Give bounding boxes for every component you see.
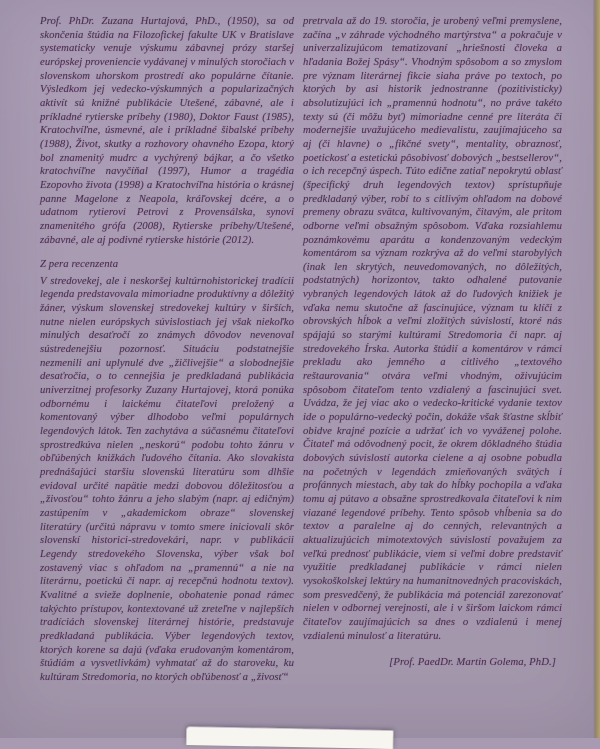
right-column [303,15,562,670]
review-text-left: V stredovekej, ale i neskoršej kultúrnohistorickej tradícii legenda predstavovala mimoriadne produktívny a dôležitý žáner, výskum slovenskej stredovekej kultúry v širších, nutne nielen európskych súvislostiach jej však niekoľko minulých desaťročí zo známych dôvodov nevenoval sústredenejšiu pozornosť. Situáciu podstatnejšie nezmenili ani uplynulé dve „žičlivejšie“ a slobodnejšie desaťročia, o to cennejšia je predkladaná publikácia univerzitnej profesorky Zuzany Hurtajovej, ktorá ponúka odbornému i laickému čitateľovi preložený a komentovaný výber dlhodobo veľmi populárnych legendových látok. Ten zachytáva a súčasnému čitateľovi sprostredkúva nielen „neskorú“ podobu tohto žánru v obľúbených knižkách ľudového čítania. Ako slovakista prednášajúci staršiu slovenskú literatúru som dlhšie evidoval určité napätie medzi dobovou dôležitosťou a „živosťou“ tohto žánru a jeho slabým (napr. aj edičným) zastúpením v „akademickom obraze“ slovenskej literatúry (určitú nápravu v tomto smere iniciovali skôr slovenskí historici-stredovekári, napr. v publikácii Legendy stredovekého Slovenska, výber však bol zostavený viac s ohľadom na „pramennú“ a nie na literárnu, poetickú či napr. aj recepčnú hodnotu textov). Kvalitné a svieže doplnenie, obohatenie ponad rámec takýchto prístupov, kontextované už zreteľne v najlepších tradíciách slovenskej literárnej histórie, predstavuje predkladaná publikácia. Výber legendových textov, ktorých korene sa dajú (vďaka erudovaným komentárom, štúdiám a vysvetlivkám) vyhmatať až do staroveku, ku kultúram Stredomoria, no ktorých obľúbenosť a „živosť“ [40,274,294,683]
left-column [40,15,294,685]
author-bio-paragraph: Prof. PhDr. Zuzana Hurtajová, PhD., (1950), sa od skončenia štúdia na Filozofickej fakulte UK v Bratislave systematicky venuje výskumu zábavnej prózy staršej európskej proveniencie vydávanej v minulých storočiach v slovenskom uhorskom prostredí ako populárne čítanie. Výsledkom jej vedecko-výskumných a popularizačných aktivít sú knižné publikácie Utešené, zábavné, ale i príkladné rytierske príbehy (1980), Doktor Faust (1985), Kratochvíľne, úsmevné, ale i príkladné šibalské príbehy (1988), Život, skutky a rozhovory ohavného Ezopa, ktorý bol znamenitý mudrc a vychýrený bájkar, a čo všetko kratochvíľne navyčíňal (1997), Humor a tragédia Ezopovho života (1998) a Kratochvíľna história o krásnej panne Magelone z Neapola, kráľovskej dcére, a o udatnom rytierovi Petrovi z Provensálska, synovi znamenitého grófa (2008), Rytierske príbehy/Utešené, zábavné, ale aj podivné rytierske histórie (2012). [40,15,294,246]
next-page-slip [186,726,394,749]
reviewer-signature: [Prof. PaedDr. Martin Golema, PhD.] [389,656,556,669]
page-edge-shadow [593,0,600,738]
review-text-right: pretrvala až do 19. storočia, je urobený veľmi premyslene, začína „v záhrade východného martýrstva“ a pokračuje v univerzalizujúcom tematizovaní „hriešnosti človeka a hľadania Božej Spásy“. Vhodným spôsobom a so zmyslom pre význam literárnej fikcie siaha práve po textoch, po ktorých by asi historik jednostranne (pozitivisticky) absolutizujúci ich „pramennú hodnotu“, no práve takéto texty sú (či môžu byť) mimoriadne cenné pre literáta či modernejšie uvažujúceho medievalistu, zaujímajúceho sa aj (či hlavne) o „fikčné svety“, mentality, obraznosť, poetickosť a estetickú pôsobivosť dobových „bestsellerov“, o ich recepčný úspech. Túto edične zatiaľ nepokrytú oblasť (špecifický druh legendových textov) sprístupňuje predkladaný výber, robí to s citlivým ohľadom na dobové premeny obrazu svätca, kultivovaným, čitavým, ale pritom odborne veľmi obsažným spôsobom. Vďaka rozsiahlemu poznámkovému aparátu a kondenzovaným vedeckým komentárom sa význam rozkrýva až do veľmi starobylých (inak len skrytých, neuvedomovaných, no dôležitých, podstatných) horizontov, takto odhalené putovanie vybraných legendových látok až do ľudových knižiek je vďaka nemu skutočne až fascinujúce, význam tu klíči z obrovských hĺbok a veľmi zložitých súvislostí, ktoré nás spájajú so starými kultúrami Stredomoria či napr. aj stredovekého Írska. Autorka štúdií a komentárov v rámci prekladu ako jemného a citlivého „textového reštaurovania“ otvára veľmi vhodným, oživujúcim spôsobom čitateľom tento vzdialený a fascinujúci svet. Uvádza, že jej viac ako o vedecko-kritické vydanie textov ide o populárno-vedecký počin, dokáže však šťastne skĺbiť obidve krajné pozície a udržať ich vo vyváženej polohe. Čitateľ má odôvodnený pocit, že okrem dôkladného štúdia dobových súvislostí autorka cielene a aj osobne pobudla na početných v legendách zmieňovaných svätých i profánnych miestach, aby tak do hĺbky pochopila a vďaka tomu aj pútavo a obsažne sprostredkovala čitateľovi k nim viazané legendové príbehy. Tento spôsob vhĺbenia sa do textov a paralelne aj do cenných, relevantných a aktualizujúcich mimotextových súvislostí považujem za veľkú prednosť publikácie, viem si veľmi dobre predstaviť využitie predkladanej publikácie v rámci nielen vysokoškolskej lektúry na humanitnovedných pracoviskách, som presvedčený, že publikácia má potenciál zarezonovať nielen v odbornej verejnosti, ale i v širšom laickom rámci čitateľov zaujímajúcich sa dnes o vzdialenú i menej vzdialenú minulosť a literatúru. [303,15,562,642]
section-heading: Z pera recenzenta [40,258,119,271]
